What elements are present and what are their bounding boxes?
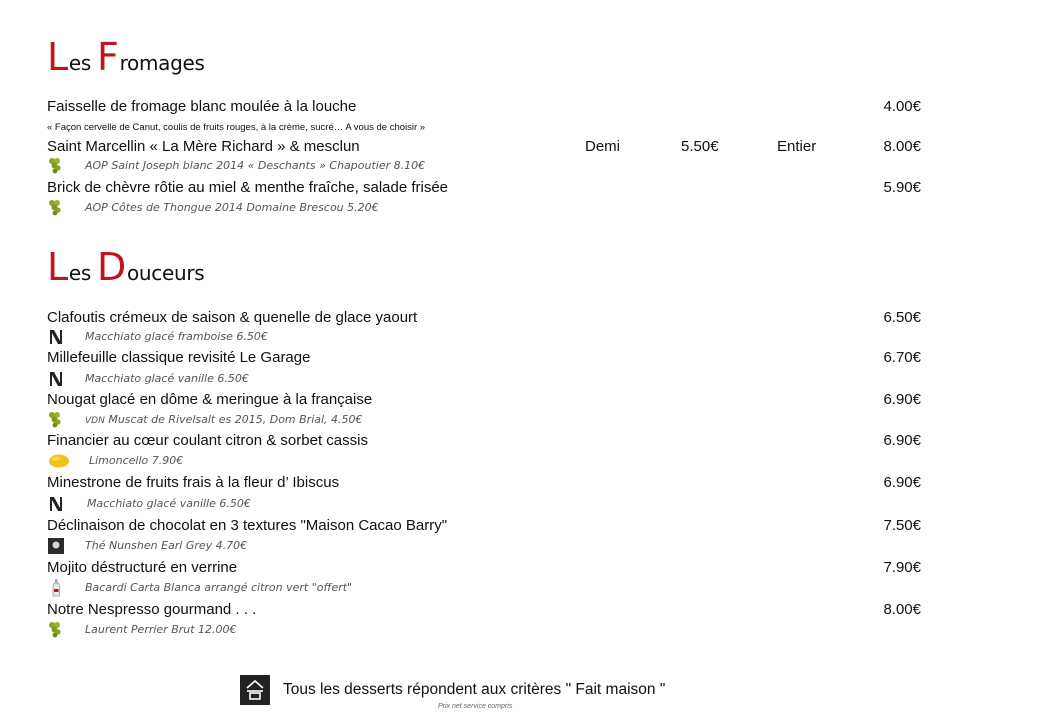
nespresso-icon: [47, 370, 65, 388]
dish-mojito: [47, 558, 927, 578]
pairing-prefix: VDN: [85, 416, 105, 426]
dish-brick-chevre: [47, 178, 927, 198]
dish-name: Minestrone de fruits frais à la fleur d’ Ibiscus: [47, 474, 340, 491]
dish-name: Clafoutis crémeux de saison & quenelle de glace yaourt: [47, 309, 418, 326]
pairing-text: [85, 411, 363, 430]
bottle-icon: [47, 579, 65, 597]
section-title-douceurs: [47, 245, 210, 289]
pairing-text: Macchiato glacé vanille 6.50€: [85, 372, 249, 385]
dish-clafoutis: [47, 308, 927, 328]
dish-name: Financier au cœur coulant citron & sorbet cassis: [47, 432, 368, 449]
grape-icon: [47, 621, 65, 639]
dish-name: Nougat glacé en dôme & meringue à la française: [47, 391, 373, 408]
dish-price: 6.70€: [883, 349, 921, 366]
demi-price: 5.50€: [681, 138, 719, 155]
dish-saint-marcellin: [47, 137, 927, 157]
demi-label: Demi: [585, 138, 621, 155]
title-rest: es: [68, 261, 91, 285]
dish-price: 4.00€: [883, 98, 921, 115]
pairing-text: Limoncello 7.90€: [89, 454, 184, 467]
dish-nespresso-gourmand: [47, 600, 927, 620]
lemon-icon: [47, 452, 71, 470]
dish-name: Saint Marcellin « La Mère Richard » & mesclun: [47, 138, 360, 155]
pairing-text: Macchiato glacé framboise 6.50€: [85, 330, 268, 343]
title-initial: D: [97, 245, 126, 289]
dish-nougat: [47, 390, 927, 410]
nespresso-icon: [47, 495, 65, 513]
pairing-text: Thé Nunshen Earl Grey 4.70€: [85, 539, 248, 552]
dish-name: Millefeuille classique revisité Le Garage: [47, 349, 311, 366]
dish-financier: [47, 431, 927, 451]
dish-price: 8.00€: [883, 138, 921, 155]
title-initial: L: [47, 245, 68, 289]
dish-chocolat: [47, 516, 927, 536]
footer-text: Tous les desserts répondent aux critères " Fait maison ": [283, 681, 666, 698]
pairing-text: Macchiato glacé vanille 6.50€: [87, 497, 251, 510]
footer-note: Prix net service compris: [438, 703, 513, 710]
title-initial: F: [97, 35, 119, 79]
dish-price: 5.90€: [883, 179, 921, 196]
dish-price: 6.90€: [883, 391, 921, 408]
section-title-fromages: [47, 35, 211, 79]
fait-maison-icon: [240, 675, 270, 705]
dish-name: Brick de chèvre rôtie au miel & menthe fraîche, salade frisée: [47, 179, 449, 196]
grape-icon: [47, 199, 65, 217]
dish-name: Déclinaison de chocolat en 3 textures "Maison Cacao Barry": [47, 517, 448, 534]
dish-price: 7.90€: [883, 559, 921, 576]
pairing-text: AOP Côtes de Thongue 2014 Domaine Brescou 5.20€: [85, 201, 379, 214]
dish-price: 7.50€: [883, 517, 921, 534]
dish-description: « Façon cervelle de Canut, coulis de fruits rouges, à la crème, sucré… A vous de choisir »: [47, 122, 426, 133]
dish-price: 6.90€: [883, 474, 921, 491]
pairing-text: Bacardi Carta Blanca arrangé citron vert "offert": [85, 581, 353, 594]
tea-box-icon: [47, 537, 65, 555]
dish-price: 6.90€: [883, 432, 921, 449]
grape-icon: [47, 411, 65, 429]
title-rest: romages: [119, 51, 205, 75]
title-rest: ouceurs: [126, 261, 205, 285]
dish-minestrone: [47, 473, 927, 493]
title-rest: es: [68, 51, 91, 75]
pairing-label: Muscat de Rivelsalt es 2015, Dom Brial, 4.50€: [108, 413, 363, 426]
dish-name: Notre Nespresso gourmand . . .: [47, 601, 257, 618]
dish-price: 6.50€: [883, 309, 921, 326]
dish-faisselle: [47, 97, 927, 117]
dish-name: Faisselle de fromage blanc moulée à la louche: [47, 98, 357, 115]
pairing-text: AOP Saint Joseph blanc 2014 « Deschants » Chapoutier 8.10€: [85, 159, 426, 172]
pairing-text: Laurent Perrier Brut 12.00€: [85, 623, 237, 636]
nespresso-icon: [47, 328, 65, 346]
dish-price: 8.00€: [883, 601, 921, 618]
title-initial: L: [47, 35, 68, 79]
dish-millefeuille: [47, 348, 927, 368]
dish-name: Mojito déstructuré en verrine: [47, 559, 238, 576]
entier-label: Entier: [777, 138, 817, 155]
grape-icon: [47, 157, 65, 175]
